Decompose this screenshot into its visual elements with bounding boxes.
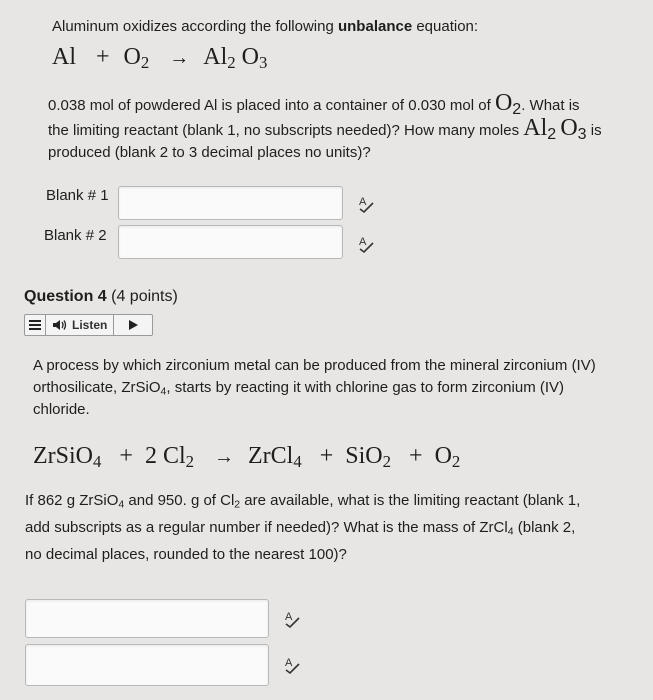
eq-o3: O <box>241 44 260 70</box>
spellcheck-icon[interactable] <box>356 234 376 254</box>
eq2-zrcl: ZrCl <box>248 443 294 469</box>
eq-al2: Al <box>203 44 228 70</box>
problem-line-3: produced (blank 2 to 3 decimal places no units)? <box>48 144 371 161</box>
question-4-title <box>24 288 178 306</box>
intro-text-end: equation: <box>412 18 479 35</box>
eq-o2: O <box>123 44 141 70</box>
eq2-plus2: + <box>319 443 334 469</box>
line2-o-sub: 3 <box>577 126 587 143</box>
line2-start: the limiting reactant (blank 1, no subscripts needed)? How many moles <box>48 122 524 139</box>
speaker-icon <box>52 319 68 331</box>
play-button[interactable] <box>114 315 152 335</box>
eq-al: Al <box>52 44 76 70</box>
blank2-label: Blank # 2 <box>44 227 107 244</box>
eq2-sio-sub: 2 <box>382 452 392 472</box>
q4-prompt-line-3: no decimal places, rounded to the nearest 100)? <box>25 546 347 563</box>
q4-prompt-b: and 950. g of Cl <box>124 492 235 509</box>
q4-line-1: A process by which zirconium metal can be produced from the mineral zirconium (IV) <box>33 357 596 374</box>
q4-prompt-line-1 <box>25 487 645 514</box>
eq-o3-sub: 3 <box>259 53 268 73</box>
q4-prompt-c: are available, what is the limiting reactant (blank 1, <box>240 492 581 509</box>
question-4-prompt <box>25 487 645 568</box>
question-4-points: (4 points) <box>106 288 178 305</box>
q4-prompt-a-sub: 4 <box>118 498 125 511</box>
q4-line-3: chloride. <box>33 401 90 418</box>
problem-line-2 <box>48 117 628 142</box>
eq2-plus3: + <box>409 443 423 469</box>
line2-al-sub: 2 <box>547 126 557 143</box>
eq2-zrcl-sub: 4 <box>293 452 302 472</box>
line2-al: Al <box>523 115 548 141</box>
eq-al2-sub: 2 <box>227 53 236 73</box>
zirconium-equation <box>33 443 460 470</box>
spellcheck-icon[interactable] <box>282 609 302 629</box>
menu-icon <box>29 320 41 330</box>
eq2-cl-sub: 2 <box>185 452 195 472</box>
q4-line2-start: orthosilicate, ZrSiO <box>33 379 161 396</box>
eq2-arrow: → <box>214 446 235 468</box>
line1-o: O <box>494 90 513 116</box>
q4-line2-sub: 4 <box>160 385 167 398</box>
intro-text <box>52 16 478 38</box>
blank2-input[interactable] <box>118 225 343 259</box>
q4-prompt-line2-end: (blank 2, <box>513 519 576 536</box>
q4-line2-end: , starts by reacting it with chlorine gas to form zirconium (IV) <box>166 379 565 396</box>
eq-arrow: → <box>169 47 190 69</box>
svg-text:A: A <box>359 236 367 248</box>
eq2-zrsio-sub: 4 <box>93 452 102 472</box>
listen-label: Listen <box>72 318 108 332</box>
svg-text:A: A <box>285 657 293 669</box>
spellcheck-icon[interactable] <box>356 194 376 214</box>
q4-line-2 <box>33 377 643 399</box>
eq-plus: + <box>96 44 110 70</box>
line2-end: is <box>586 122 602 139</box>
intro-bold: unbalance <box>337 18 413 35</box>
listen-button[interactable] <box>46 315 114 335</box>
listen-bar[interactable] <box>24 314 153 336</box>
line1-start: 0.038 mol of powdered Al is placed into a container of 0.030 mol of <box>48 97 495 114</box>
eq-o2-sub: 2 <box>140 53 150 73</box>
play-icon <box>129 320 138 330</box>
question-4-label: Question 4 <box>24 288 107 305</box>
q4-prompt-line2: add subscripts as a regular number if needed)? What is the mass of ZrCl <box>25 519 508 536</box>
blank1-label: Blank # 1 <box>46 187 109 204</box>
svg-text:A: A <box>285 611 293 623</box>
eq2-cl: 2 Cl <box>144 443 186 469</box>
aluminum-equation <box>52 44 267 71</box>
q4-prompt-a: If 862 g ZrSiO <box>25 492 119 509</box>
intro-text-start: Aluminum oxidizes according the following <box>52 18 338 35</box>
q4-answer1-input[interactable] <box>25 599 269 638</box>
problem-paragraph <box>48 92 628 164</box>
q4-prompt-b-sub: 2 <box>234 498 241 511</box>
problem-line-1 <box>48 92 628 117</box>
line2-o: O <box>560 115 578 141</box>
line1-end: . What is <box>521 97 580 114</box>
eq2-o-sub: 2 <box>451 452 461 472</box>
menu-button[interactable] <box>25 315 46 335</box>
blank1-input[interactable] <box>118 186 343 220</box>
spellcheck-icon[interactable] <box>282 655 302 675</box>
q4-answer2-input[interactable] <box>25 644 269 686</box>
q4-prompt-line-2 <box>25 514 645 541</box>
svg-text:A: A <box>359 196 367 208</box>
eq2-o: O <box>434 443 452 469</box>
eq2-plus1: + <box>119 443 133 469</box>
eq2-zrsio: ZrSiO <box>33 443 93 469</box>
q4-prompt-line2-sub: 4 <box>507 525 514 538</box>
line1-o-sub: 2 <box>512 101 522 118</box>
eq2-sio: SiO <box>345 443 383 469</box>
question-4-paragraph <box>33 355 643 421</box>
